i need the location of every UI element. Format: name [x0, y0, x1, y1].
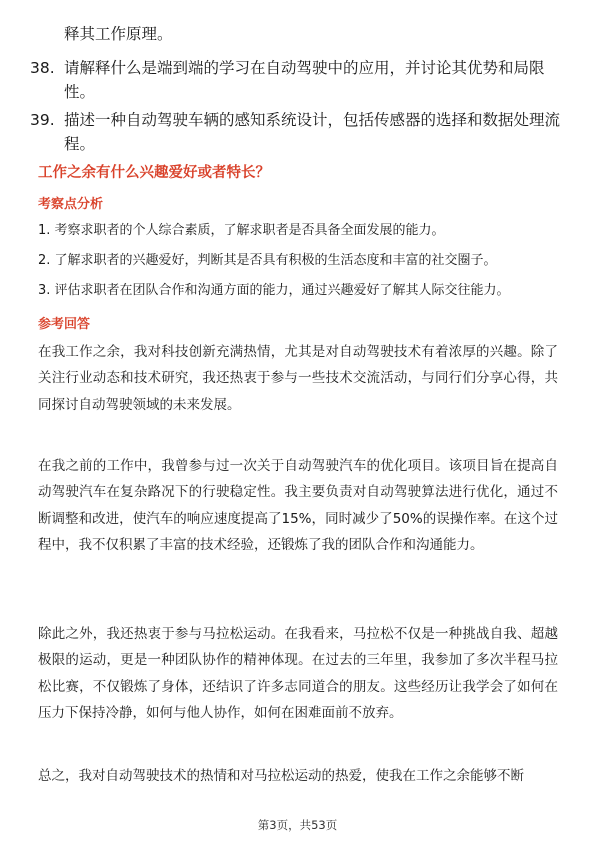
question-text: 请解释什么是端到端的学习在自动驾驶中的应用，并讨论其优势和局限性。 [64, 59, 545, 101]
question-number: 38. [30, 59, 55, 77]
question-item-39 [30, 108, 570, 156]
question-continuation: 释其工作原理。 [64, 25, 173, 43]
answer-heading: 参考回答 [38, 317, 91, 332]
analysis-heading: 考察点分析 [38, 197, 104, 212]
answer-paragraph: 总之，我对自动驾驶技术的热情和对马拉松运动的热爱，使我在工作之余能够不断 [38, 768, 524, 784]
list-item: 2. 了解求职者的兴趣爱好，判断其是否具有积极的生活态度和丰富的社交圈子。 [38, 253, 497, 268]
question-number: 39. [30, 111, 55, 129]
question-text: 描述一种自动驾驶车辆的感知系统设计，包括传感器的选择和数据处理流程。 [64, 111, 561, 153]
section-heading: 工作之余有什么兴趣爱好或者特长？ [38, 165, 270, 181]
list-item: 1. 考察求职者的个人综合素质，了解求职者是否具备全面发展的能力。 [38, 223, 445, 238]
answer-paragraph: 在我工作之余，我对科技创新充满热情，尤其是对自动驾驶技术有着浓厚的兴趣。除了关注行业动态和技术研究，我还热衷于参与一些技术交流活动，与同行们分享心得，共同探讨自动驾驶领域的未来发展。 [38, 344, 558, 413]
answer-paragraph: 除此之外，我还热衷于参与马拉松运动。在我看来，马拉松不仅是一种挑战自我、超越极限的运动，更是一种团队协作的精神体现。在过去的三年里，我参加了多次半程马拉松比赛，不仅锻炼了身体，还结识了许多志同道合的朋友。这些经历让我学会了如何在压力下保持冷静，如何与他人协作，如何在困难面前不放弃。 [38, 626, 558, 721]
analysis-list [38, 222, 558, 312]
question-item-38 [30, 56, 570, 104]
answer-paragraph: 在我之前的工作中，我曾参与过一次关于自动驾驶汽车的优化项目。该项目旨在提高自动驾驶汽车在复杂路况下的行驶稳定性。我主要负责对自动驾驶算法进行优化，通过不断调整和改进，使汽车的响应速度提高了15%，同时减少了50%的误操作率。在这个过程中，我不仅积累了丰富的技术经验，还锻炼了我的团队合作和沟通能力。 [38, 458, 558, 553]
list-item: 3. 评估求职者在团队合作和沟通方面的能力，通过兴趣爱好了解其人际交往能力。 [38, 283, 510, 298]
page-number: 第3页，共53页 [257, 818, 338, 832]
